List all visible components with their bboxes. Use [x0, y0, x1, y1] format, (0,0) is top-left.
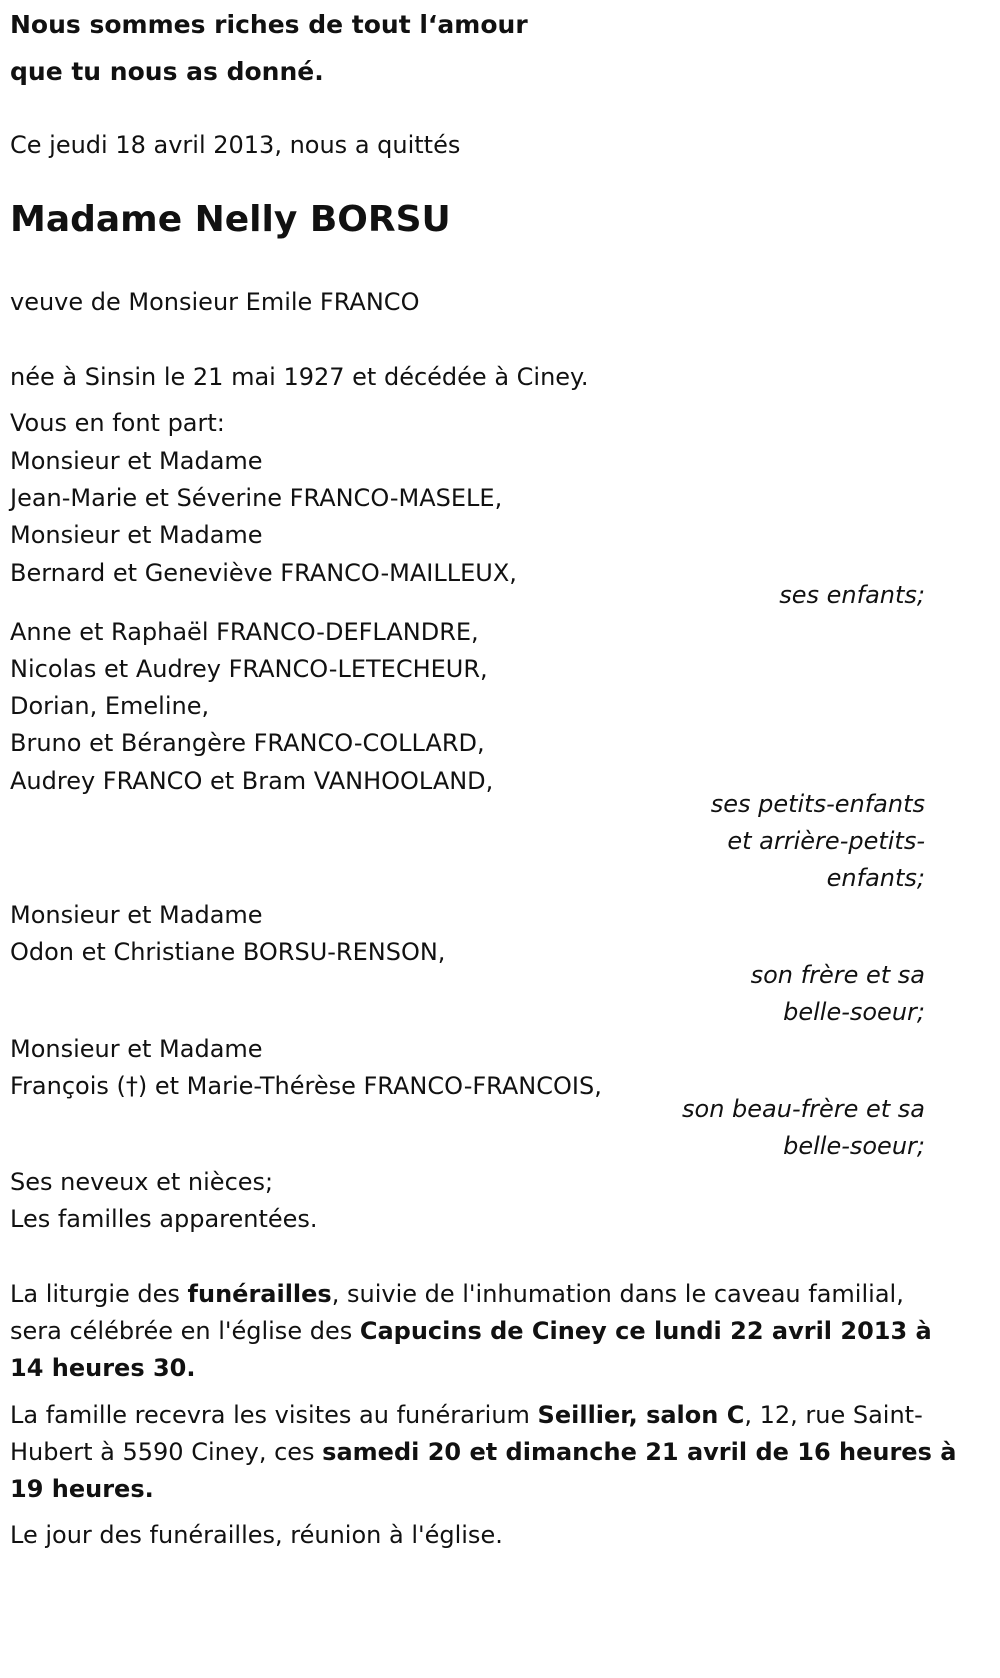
announce-text: Vous en font part: [10, 409, 225, 437]
brother-line: Monsieur et Madame [10, 901, 263, 929]
funeral-line-2: sera célébrée en l'église des Capucins de Ciney ce lundi 22 avril 2013 à [10, 1317, 932, 1345]
brother-in-law-line: Monsieur et Madame [10, 1035, 263, 1063]
grandchildren-relation: et arrière-petits- [727, 827, 925, 855]
quote-line-1: Nous sommes riches de tout l‘amour [10, 10, 528, 39]
others-line: Ses neveux et nièces; [10, 1168, 274, 1196]
grandchildren-line: Audrey FRANCO et Bram VANHOOLAND, [10, 767, 494, 795]
brother-relation: son frère et sa [750, 961, 925, 989]
grandchildren-relation: enfants; [826, 864, 925, 892]
children-line: Bernard et Geneviève FRANCO-MAILLEUX, [10, 559, 517, 587]
grandchildren-line: Bruno et Bérangère FRANCO-COLLARD, [10, 729, 485, 757]
born-died: née à Sinsin le 21 mai 1927 et décédée à Ciney. [10, 363, 589, 391]
others-line: Les familles apparentées. [10, 1205, 318, 1233]
funeral-line-1: La liturgie des funérailles, suivie de l'inhumation dans le caveau familial, [10, 1280, 904, 1308]
brother-line: Odon et Christiane BORSU-RENSON, [10, 938, 446, 966]
children-line: Jean-Marie et Séverine FRANCO-MASELE, [10, 484, 503, 512]
meeting-text: Le jour des funérailles, réunion à l'église. [10, 1521, 503, 1549]
visits-line-1: La famille recevra les visites au funérarium Seillier, salon C, 12, rue Saint- [10, 1401, 923, 1429]
grandchildren-relation: ses petits-enfants [710, 790, 925, 818]
grandchildren-line: Anne et Raphaël FRANCO-DEFLANDRE, [10, 618, 479, 646]
children-line: Monsieur et Madame [10, 521, 263, 549]
children-line: Monsieur et Madame [10, 447, 263, 475]
intro-text: Ce jeudi 18 avril 2013, nous a quittés [10, 131, 461, 159]
brother-in-law-relation: belle-soeur; [783, 1132, 925, 1160]
brother-in-law-relation: son beau-frère et sa [682, 1095, 925, 1123]
grandchildren-line: Nicolas et Audrey FRANCO-LETECHEUR, [10, 655, 488, 683]
visits-line-3: 19 heures. [10, 1475, 154, 1503]
quote-line-2: que tu nous as donné. [10, 57, 324, 86]
brother-relation: belle-soeur; [783, 998, 925, 1026]
children-relation: ses enfants; [779, 581, 925, 609]
deceased-name: Madame Nelly BORSU [10, 199, 451, 240]
grandchildren-line: Dorian, Emeline, [10, 692, 210, 720]
visits-line-2: Hubert à 5590 Ciney, ces samedi 20 et dimanche 21 avril de 16 heures à [10, 1438, 957, 1466]
widow-of: veuve de Monsieur Emile FRANCO [10, 288, 420, 316]
funeral-line-3: 14 heures 30. [10, 1354, 196, 1382]
brother-in-law-line: François (†) et Marie-Thérèse FRANCO-FRANCOIS, [10, 1072, 602, 1100]
